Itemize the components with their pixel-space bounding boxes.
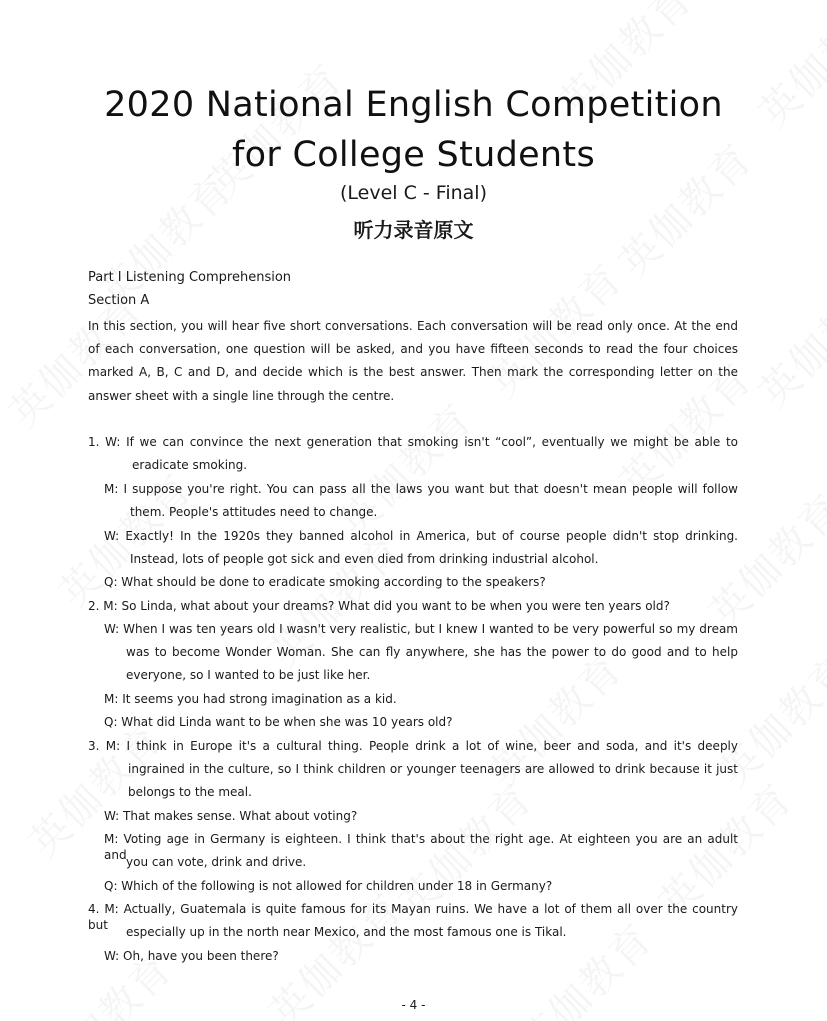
instructions-paragraph: In this section, you will hear five short conversations. Each conversation will be read only once. At the end of each conversation, one question will be asked, and you have fifteen seconds to read the four choices marked A, B, C and D, and decide which is the best answer. Then mark the corresponding letter on the answer sheet with a single line through the centre. — [88, 319, 738, 403]
level-label: (Level C - Final) — [339, 182, 487, 204]
transcript-line: ingrained in the culture, so I think children or younger teenagers are allowed to drink because it just — [128, 762, 738, 776]
transcript-line: 1. W: If we can convince the next generation that smoking isn't “cool”, eventually we might be able to — [88, 435, 738, 449]
transcript-line: belongs to the meal. — [128, 785, 252, 799]
transcript-line: you can vote, drink and drive. — [126, 855, 307, 869]
transcript-line: M: It seems you had strong imagination as a kid. — [104, 692, 397, 706]
transcript-line: especially up in the north near Mexico, and the most famous one is Tikal. — [126, 925, 567, 939]
transcript-line: Instead, lots of people got sick and even died from drinking industrial alcohol. — [130, 552, 599, 566]
transcript-line: W: Oh, have you been there? — [104, 949, 279, 963]
transcript-line: W: Exactly! In the 1920s they banned alcohol in America, but of course people didn't stop drinking. — [104, 529, 738, 543]
chinese-subtitle: 听力录音原文 — [353, 218, 474, 242]
section-heading: Section A — [88, 293, 150, 308]
transcript-line: Q: Which of the following is not allowed for children under 18 in Germany? — [104, 879, 553, 893]
transcript-line: 3. M: I think in Europe it's a cultural thing. People drink a lot of wine, beer and soda, and it's deeply — [88, 739, 738, 753]
part-heading: Part I Listening Comprehension — [88, 270, 292, 285]
transcript-line: W: That makes sense. What about voting? — [104, 809, 358, 823]
transcript-line: 2. M: So Linda, what about your dreams? What did you want to be when you were ten years old? — [88, 599, 670, 613]
transcript-line: 4. M: Actually, Guatemala is quite famous for its Mayan ruins. We have a lot of them all over the country but — [88, 902, 738, 932]
transcript-line: everyone, so I wanted to be just like her. — [126, 668, 371, 682]
transcript-line: eradicate smoking. — [132, 458, 248, 472]
transcript-line: was to become Wonder Woman. She can fly anywhere, she has the power to do good and to help — [126, 645, 738, 659]
transcript-line: Q: What did Linda want to be when she was 10 years old? — [104, 715, 453, 729]
transcript-line: M: I suppose you're right. You can pass all the laws you want but that doesn't mean people will follow — [104, 482, 738, 496]
page-number: - 4 - — [401, 998, 426, 1012]
transcript-line: W: When I was ten years old I wasn't very realistic, but I knew I wanted to be very powerful so my dream — [104, 622, 738, 636]
page-title-line-2: for College Students — [232, 135, 595, 175]
transcript-line: M: Voting age in Germany is eighteen. I think that's about the right age. At eighteen you are an adult and — [104, 832, 738, 862]
transcript-line: them. People's attitudes need to change. — [130, 505, 378, 519]
transcript-line: Q: What should be done to eradicate smoking according to the speakers? — [104, 575, 546, 589]
page-title-line-1: 2020 National English Competition — [104, 85, 723, 125]
